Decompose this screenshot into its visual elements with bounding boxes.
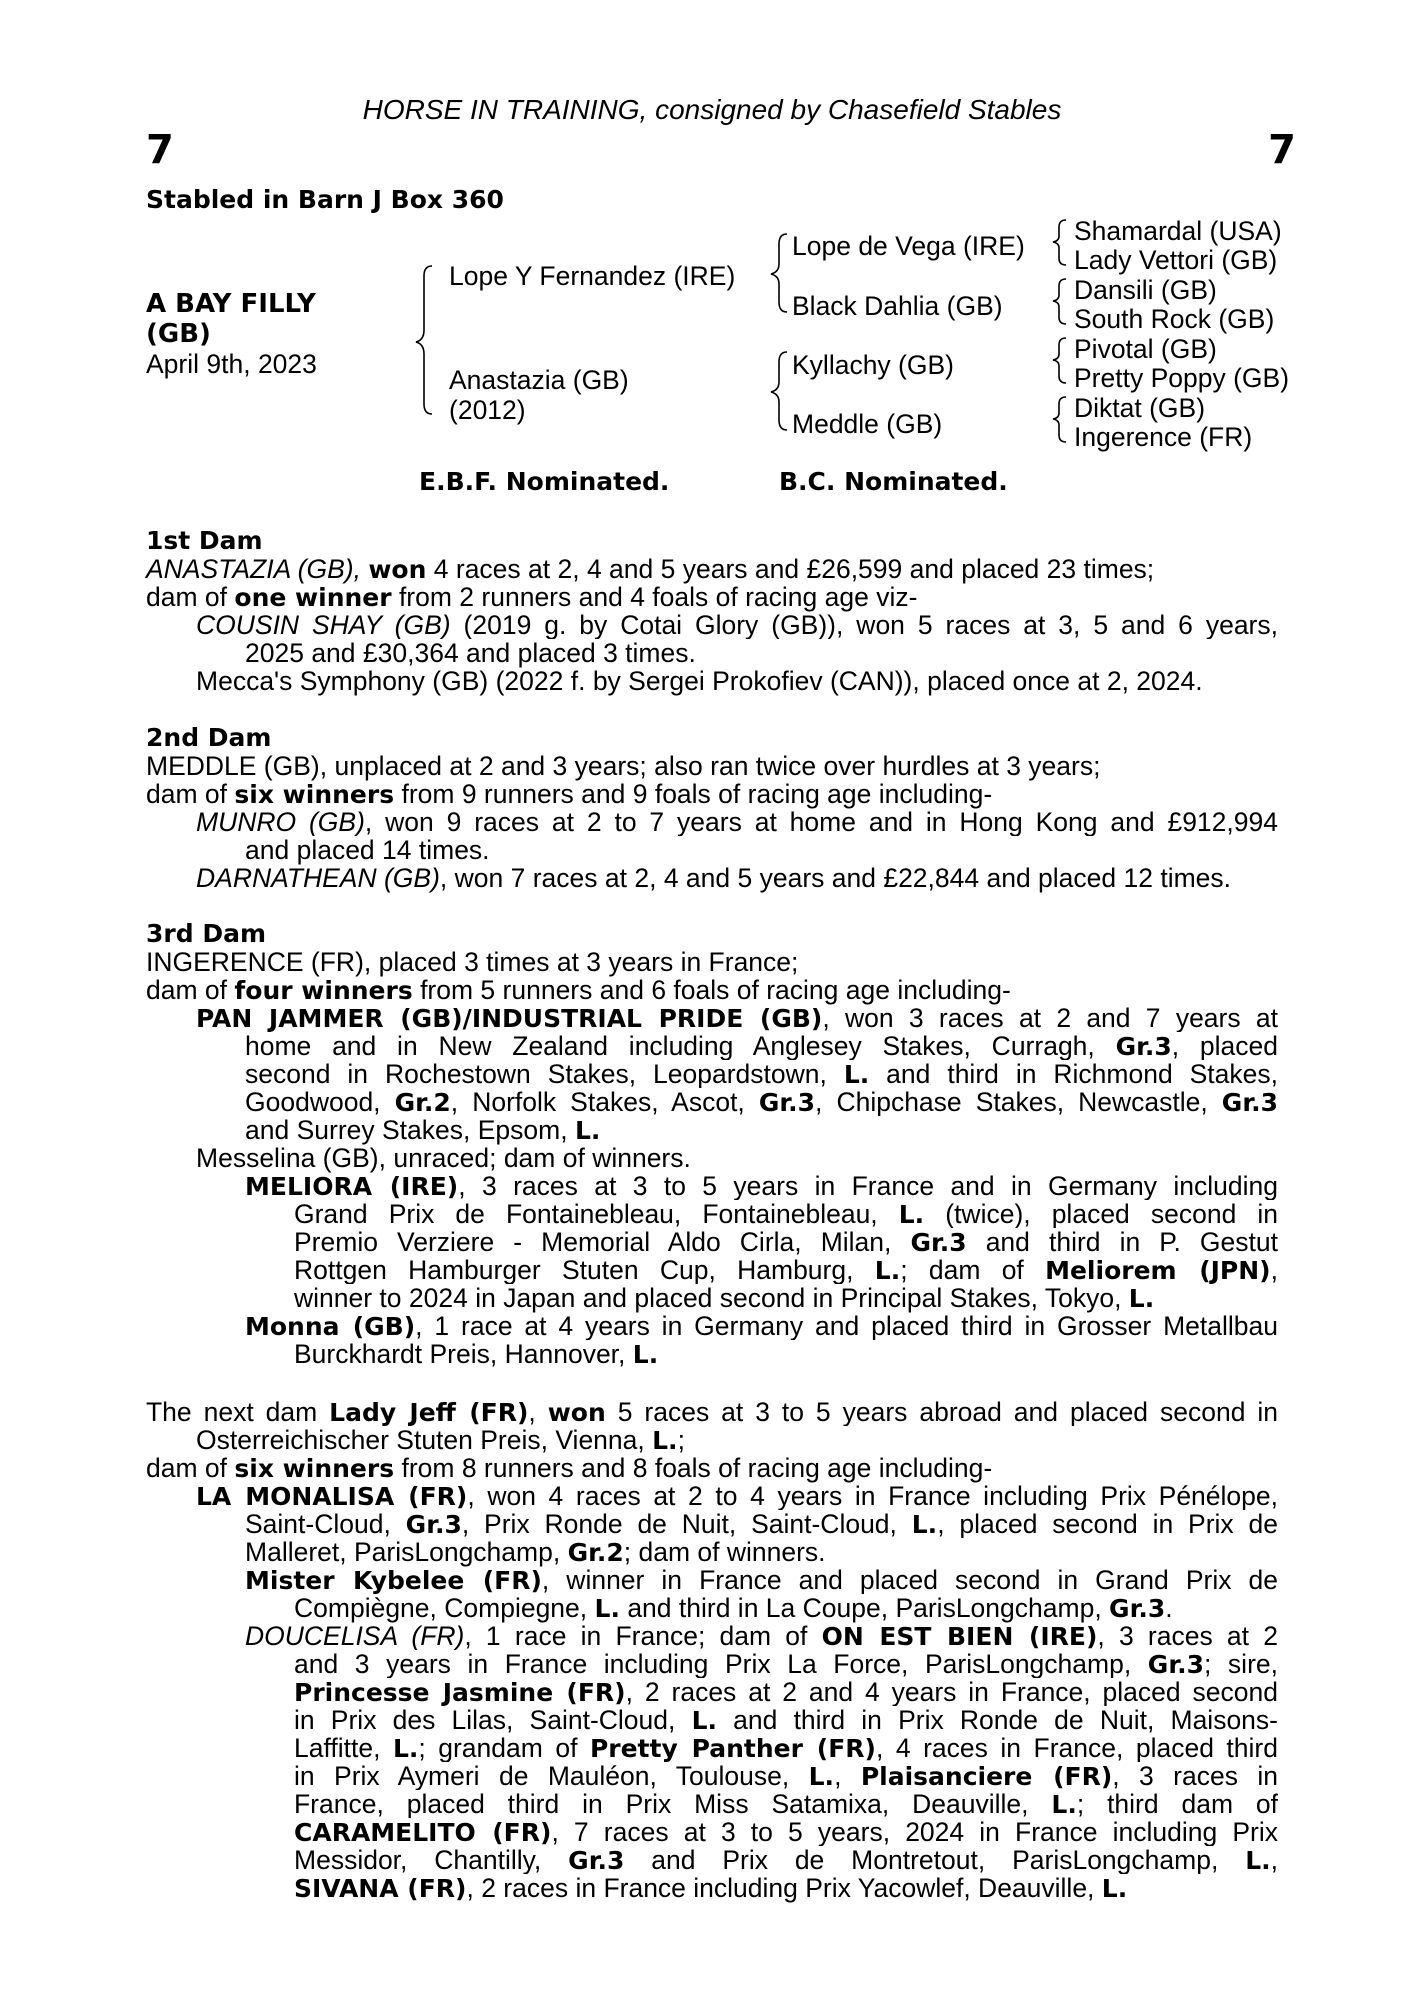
second-dam-section <box>146 724 1278 892</box>
winners-bold: four winners <box>234 976 413 1005</box>
grade: L. <box>808 1762 835 1790</box>
grade: L. <box>898 1200 925 1228</box>
text: France, placed third in Prix Miss Satamixa, Deauville, <box>294 1790 1052 1818</box>
grade: Gr.3 <box>910 1228 967 1256</box>
text: from 5 runners and 6 foals of racing age including- <box>412 975 1011 1005</box>
text: in Prix Aymeri de Mauléon, Toulouse, <box>294 1762 809 1790</box>
won-bold: won <box>368 555 427 584</box>
produce-entry-cont <box>294 1284 1278 1312</box>
next-dam-produce-line <box>146 1454 1278 1482</box>
text: , Prix Ronde de Nuit, Saint-Cloud, <box>461 1510 912 1538</box>
grade: L. <box>1101 1874 1128 1903</box>
produce-entry-cont <box>294 1706 1278 1734</box>
text: , <box>528 1398 548 1426</box>
produce-entry-cont <box>245 1116 1278 1144</box>
text: ; third dam of <box>1076 1790 1278 1818</box>
produce-entry-cont <box>294 1734 1278 1762</box>
horse-name: Princesse Jasmine (FR) <box>294 1678 626 1706</box>
text: second in Rochestown Stakes, Leopardstown, <box>245 1060 844 1088</box>
produce-entry-cont <box>294 1818 1278 1846</box>
produce-entry-cont <box>245 1538 1278 1566</box>
text: Premio Verziere - Memorial Aldo Cirla, Milan, <box>294 1228 911 1256</box>
dam-sire-name: Kyllachy (GB) <box>792 350 954 380</box>
produce-entry-cont <box>294 1762 1278 1790</box>
second-dam-heading: 2nd Dam <box>146 723 272 752</box>
text: dam of <box>146 582 235 612</box>
dam-name: Anastazia (GB) <box>449 365 629 395</box>
bc-nomination: B.C. Nominated. <box>779 467 1008 496</box>
produce-entry-cont <box>245 1032 1278 1060</box>
third-dam-section <box>146 920 1278 1368</box>
horse-name: Monna (GB) <box>245 1312 416 1340</box>
produce-entry-cont <box>245 1088 1278 1116</box>
text: , <box>1270 1846 1278 1874</box>
horse-name: Meliorem (JPN) <box>1045 1256 1271 1284</box>
sire-name: Lope Y Fernandez (IRE) <box>449 261 736 291</box>
text: from 8 runners and 8 foals of racing age including- <box>394 1453 993 1483</box>
sd-dam-name: South Rock (GB) <box>1074 304 1275 334</box>
horse-name: ON EST BIEN (IRE) <box>821 1622 1098 1650</box>
text: dam of <box>146 779 235 809</box>
text: , won 3 races at 2 and 7 years at <box>822 1004 1278 1032</box>
produce-entry-cont <box>294 1200 1278 1228</box>
horse-name: PAN JAMMER (GB)/INDUSTRIAL PRIDE (GB) <box>196 1004 823 1032</box>
text: Saint-Cloud, <box>245 1510 406 1538</box>
produce-entry-cont <box>245 1510 1278 1538</box>
second-dam-produce-line <box>146 780 1278 808</box>
dam-dam-name: Meddle (GB) <box>792 409 943 439</box>
produce-entry <box>245 1622 1278 1650</box>
grade: L. <box>1245 1846 1271 1874</box>
lot-number-right: 7 <box>1268 127 1296 173</box>
grade: L. <box>1128 1284 1155 1313</box>
text: ; <box>677 1425 685 1455</box>
produce-entry-cont <box>294 1228 1278 1256</box>
text: and third in Prix Ronde de Nuit, Maisons- <box>717 1706 1278 1734</box>
text: , won 4 races at 2 to 4 years in France including Prix Pénélope, <box>467 1482 1278 1510</box>
grade: L. <box>632 1340 659 1369</box>
dd-dam-name: Ingerence (FR) <box>1074 422 1253 452</box>
grade: Gr.3 <box>758 1088 816 1116</box>
next-dam-section <box>146 1398 1278 1902</box>
foaling-date: April 9th, 2023 <box>146 349 317 379</box>
third-dam-produce-line <box>146 976 1278 1004</box>
text: home and in New Zealand including Anglesey Stakes, Curragh, <box>245 1032 1116 1060</box>
text: (twice), placed second in <box>924 1200 1278 1228</box>
text: dam of <box>146 975 235 1005</box>
dam-name-italic: ANASTAZIA (GB), <box>146 554 369 584</box>
text: . <box>1165 1593 1173 1623</box>
winners-bold: six winners <box>234 1454 395 1483</box>
text: , 2 races at 2 and 4 years in France, placed second <box>625 1678 1278 1706</box>
second-dam-line: MEDDLE (GB), unplaced at 2 and 3 years; also ran twice over hurdles at 3 years; <box>146 751 1101 781</box>
horse-name: CARAMELITO (FR) <box>294 1818 552 1846</box>
grade: L. <box>874 1256 901 1284</box>
first-dam-produce-line <box>146 583 1278 611</box>
produce-entry <box>196 1004 1278 1032</box>
third-dam-heading: 3rd Dam <box>146 919 266 948</box>
text: , won 9 races at 2 to 7 years at home and in Hong Kong and £912,994 <box>364 808 1278 836</box>
ebf-nomination: E.B.F. Nominated. <box>419 467 670 496</box>
produce-entry-cont <box>294 1340 1278 1368</box>
grade: L. <box>392 1734 419 1762</box>
grade: Gr.3 <box>1147 1650 1204 1678</box>
text: Osterreichischer Stuten Preis, Vienna, <box>196 1425 653 1455</box>
text: winner to 2024 in Japan and placed second in Principal Stakes, Tokyo, <box>294 1283 1129 1313</box>
won-bold: won <box>547 1398 606 1426</box>
horse-name: DARNATHEAN (GB) <box>196 863 440 893</box>
text: ; sire, <box>1203 1650 1278 1678</box>
text: , <box>1270 1256 1278 1284</box>
text: Goodwood, <box>245 1088 395 1116</box>
next-dam-line-cont <box>196 1426 1278 1454</box>
produce-entry <box>196 864 1278 892</box>
text: The next dam <box>146 1398 330 1426</box>
text: and Prix de Montretout, ParisLongchamp, <box>624 1846 1246 1874</box>
ds-sire-name: Pivotal (GB) <box>1074 334 1217 364</box>
produce-entry-cont <box>294 1678 1278 1706</box>
third-dam-line: INGERENCE (FR), placed 3 times at 3 years in France; <box>146 947 799 977</box>
produce-entry-cont <box>294 1594 1278 1622</box>
produce-entry-cont <box>294 1650 1278 1678</box>
next-dam-line <box>146 1398 1278 1426</box>
sire-sire-name: Lope de Vega (IRE) <box>792 231 1025 261</box>
horse-name: Lady Jeff (FR) <box>329 1398 529 1426</box>
first-dam-heading: 1st Dam <box>146 526 263 555</box>
text: Laffitte, <box>294 1734 393 1762</box>
sire-dam-name: Black Dahlia (GB) <box>792 291 1003 321</box>
text: dam of <box>146 1453 235 1483</box>
horse-name: SIVANA (FR) <box>294 1874 467 1903</box>
text: , Chipchase Stakes, Newcastle, <box>815 1088 1222 1116</box>
horse-name: Plaisanciere (FR) <box>860 1762 1113 1790</box>
ss-sire-name: Shamardal (USA) <box>1074 216 1282 246</box>
text: , won 7 races at 2, 4 and 5 years and £22,844 and placed 12 times. <box>439 863 1232 893</box>
grade: L. <box>594 1594 620 1623</box>
text: , winner in France and placed second in Grand Prix de <box>541 1566 1278 1594</box>
ss-dam-name: Lady Vettori (GB) <box>1074 245 1278 275</box>
grade: Gr.2 <box>394 1088 451 1116</box>
dam-foaling-year: (2012) <box>449 395 526 425</box>
winners-bold: one winner <box>234 583 392 612</box>
text: , 4 races in France, placed third <box>875 1734 1278 1762</box>
horse-name: LA MONALISA (FR) <box>196 1482 468 1510</box>
first-dam-section <box>146 527 1278 695</box>
winners-bold: six winners <box>234 780 395 809</box>
produce-entry <box>196 611 1278 639</box>
horse-name: A BAY FILLY <box>146 289 316 319</box>
grade: Gr.3 <box>405 1510 462 1538</box>
grade: Gr.3 <box>1221 1088 1278 1116</box>
text: in Prix des Lilas, Saint-Cloud, <box>294 1706 692 1734</box>
text: , 7 races at 3 to 5 years, 2024 in France including Prix <box>551 1818 1278 1846</box>
grade: Gr.3 <box>1109 1594 1166 1623</box>
text: (2019 g. by Cotai Glory (GB)), won 5 races at 3, 5 and 6 years, <box>450 611 1278 639</box>
horse-name: DOUCELISA (FR) <box>245 1622 465 1650</box>
text: ; grandam of <box>418 1734 590 1762</box>
text: Grand Prix de Fontainebleau, Fontainebleau, <box>294 1200 899 1228</box>
text: , 2 races in France including Prix Yacowlef, Deauville, <box>466 1873 1102 1903</box>
horse-country: (GB) <box>146 319 211 349</box>
text: Rottgen Hamburger Stuten Cup, Hamburg, <box>294 1256 875 1284</box>
catalogue-header: HORSE IN TRAINING, consigned by Chasefield Stables <box>362 94 1062 125</box>
horse-name: Pretty Panther (FR) <box>589 1734 876 1762</box>
lot-number-left: 7 <box>146 127 174 173</box>
sd-sire-name: Dansili (GB) <box>1074 275 1217 305</box>
produce-entry-cont: 2025 and £30,364 and placed 3 times. <box>245 638 696 668</box>
text: and Surrey Stakes, Epsom, <box>245 1115 575 1145</box>
horse-name: Mister Kybelee (FR) <box>245 1566 542 1594</box>
text: , <box>834 1762 861 1790</box>
produce-entry <box>245 1172 1278 1200</box>
text: and 3 years in France including Prix La Force, ParisLongchamp, <box>294 1650 1148 1678</box>
grade: Gr.3 <box>568 1846 625 1874</box>
text: 4 races at 2, 4 and 5 years and £26,599 and placed 23 times; <box>426 554 1155 584</box>
text: , 3 races in <box>1112 1762 1278 1790</box>
produce-entry-cont <box>245 1060 1278 1088</box>
grade: L. <box>691 1706 717 1734</box>
dd-sire-name: Diktat (GB) <box>1074 393 1206 423</box>
text: 5 races at 3 to 5 years abroad and placed second in <box>605 1398 1278 1426</box>
produce-entry <box>245 1312 1278 1340</box>
produce-entry <box>196 808 1278 836</box>
text: and third in P. Gestut <box>966 1228 1278 1256</box>
horse-name: MELIORA (IRE) <box>245 1172 459 1200</box>
text: Compiègne, Compiegne, <box>294 1593 595 1623</box>
text: ; dam of winners. <box>623 1537 826 1567</box>
text: and third in Richmond Stakes, <box>869 1060 1278 1088</box>
produce-entry <box>196 1482 1278 1510</box>
text: , 1 race in France; dam of <box>464 1622 822 1650</box>
first-dam-line <box>146 555 1278 583</box>
text: , placed <box>1171 1032 1278 1060</box>
text: , Norfolk Stakes, Ascot, <box>450 1088 759 1116</box>
produce-entry-cont <box>294 1790 1278 1818</box>
horse-name: COUSIN SHAY (GB) <box>196 611 451 639</box>
text: Burckhardt Preis, Hannover, <box>294 1339 633 1369</box>
produce-entry-cont: and placed 14 times. <box>245 835 490 865</box>
text: Malleret, ParisLongchamp, <box>245 1537 568 1567</box>
text: , placed second in Prix de <box>937 1510 1278 1538</box>
ds-dam-name: Pretty Poppy (GB) <box>1074 363 1290 393</box>
text: , 3 races at 2 <box>1097 1622 1278 1650</box>
grade: Gr.2 <box>567 1538 624 1567</box>
grade: L. <box>843 1060 870 1088</box>
grade: L. <box>1051 1790 1077 1818</box>
text: Messidor, Chantilly, <box>294 1846 569 1874</box>
text: from 2 runners and 4 foals of racing age viz- <box>391 582 918 612</box>
produce-entry-cont <box>294 1874 1278 1902</box>
grade: L. <box>574 1116 601 1145</box>
stabled-location: Stabled in Barn J Box 360 <box>146 185 504 214</box>
produce-entry <box>245 1566 1278 1594</box>
text: and third in La Coupe, ParisLongchamp, <box>619 1593 1110 1623</box>
produce-entry: Messelina (GB), unraced; dam of winners. <box>196 1143 691 1173</box>
grade: L. <box>652 1426 678 1455</box>
produce-entry: Mecca's Symphony (GB) (2022 f. by Sergei Prokofiev (CAN)), placed once at 2, 2024. <box>196 666 1203 696</box>
horse-name: MUNRO (GB) <box>196 808 365 836</box>
produce-entry-cont <box>294 1846 1278 1874</box>
produce-entry-cont <box>294 1256 1278 1284</box>
text: ; dam of <box>900 1256 1046 1284</box>
text: , 3 races at 3 to 5 years in France and in Germany including <box>458 1172 1278 1200</box>
grade: L. <box>911 1510 938 1538</box>
text: from 9 runners and 9 foals of racing age including- <box>394 779 993 809</box>
grade: Gr.3 <box>1115 1032 1172 1060</box>
text: , 1 race at 4 years in Germany and placed third in Grosser Metallbau <box>415 1312 1278 1340</box>
